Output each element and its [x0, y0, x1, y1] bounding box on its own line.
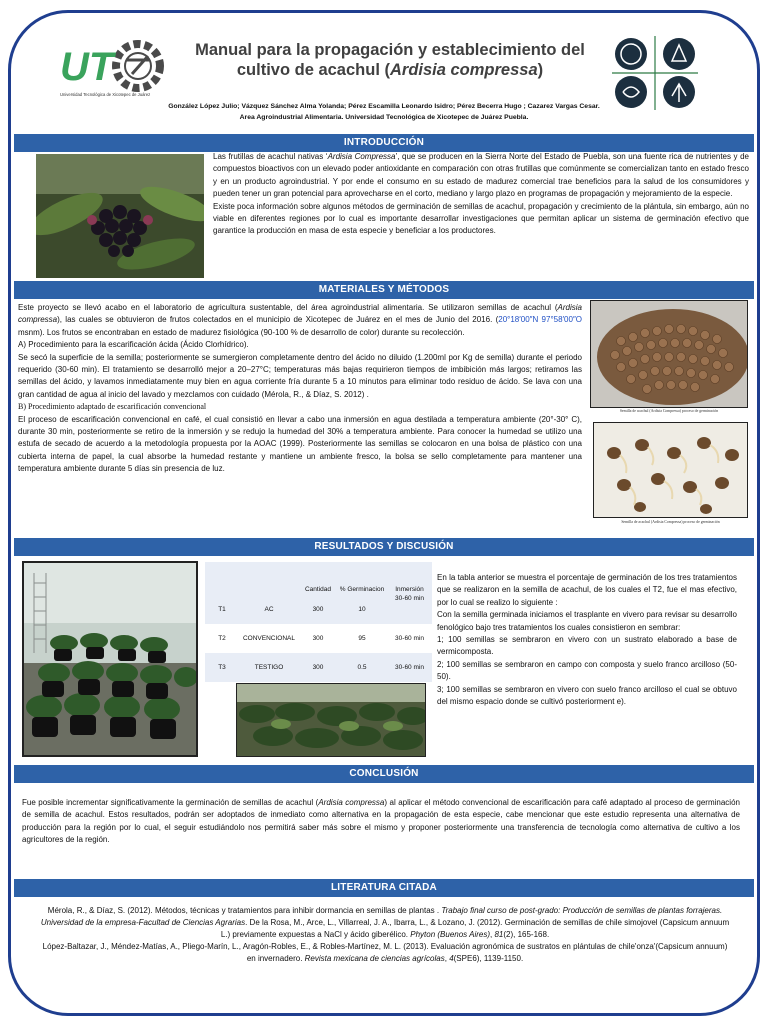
table-cell: 10: [358, 605, 366, 613]
intro-paragraph-1: Las frutillas de acachul nativas ‘Ardisia Compressa’, que se producen en la Sierra Norte del Estado de Puebla, son una fuente rica de nutrientes y de compuestos bioactivos con un elevado poder antioxidante en comparación con otras frutillas que comúnmente se comercializan tanto en estado fresco y en un producto agroindustrial. Y por ende el consumo en su estado de madurez comercial trae beneficios para la salud de los consumidores y pueden tener un gran potencial para aprovecharse en el corto, mediano y largo plazo en programas de propagación y mejoramiento de la especie.: [213, 152, 749, 199]
field-plants-photo: [236, 683, 426, 757]
logo-text: UT: [60, 45, 114, 89]
table-cell: 30-60 min: [395, 594, 424, 602]
references: [40, 905, 730, 965]
nursery-photo: [22, 561, 198, 757]
table-header-cell: [205, 562, 239, 595]
method-b-title: B) Procedimiento adaptado de escarificación convencional: [18, 402, 207, 412]
method-a-title: A) Procedimiento para la escarificación ácida (Ácido Clorhídrico).: [18, 340, 249, 350]
method-b-text: El proceso de escarificación convencional en café, el cual consistió en llevar a cabo una inmersión en agua destilada a temperatura ambiente (20°-30° C), durante 30 min, posteriormente se retiro de la inmersión y se redujo la humedad del 30% a temperatura ambiente. Para conocer la humedad se utilizo una estufa de secado de acuerdo a la metodología propuesta por la AOAC (1999). Posteriormente las semillas se colocaron en una bolsa de plástico con una cubierta interna de papel, la cual absorbe la humedad restante y mantiene un ambiente fresco, la bolsa se sello completamente para mantener una temperatura ambiente durante 5 días sin presencia de luz.: [18, 414, 582, 474]
table-cell: 95: [358, 634, 366, 642]
ut-logo-icon: [52, 36, 164, 108]
intro-paragraph-2: Existe poca información sobre algunos métodos de germinación de semillas de acachul, propagación y crecimiento de la plántula, sin embargo, aún no viable en diferentes regiones por lo cual es importante desarrollar investigaciones que permitan aplicar un sistema de germinación efectivo que garantice la producción en masa de esta especie y beneficiar a los productores.: [213, 201, 749, 236]
table-cell: 300: [312, 634, 324, 642]
table-header-cell: % Germinacion: [339, 585, 385, 593]
section-methods-header: MATERIALES Y MÉTODOS: [14, 281, 754, 299]
table-cell: T2: [218, 634, 226, 642]
table-cell: CONVENCIONAL: [242, 634, 295, 642]
methods-paragraph-1: Este proyecto se llevó acabo en el laboratorio de agricultura sustentable, del área agroindustrial alimentaria. Se utilizaron semillas de acachul (Ardisia compressa), las cuales se obtuvieron de frutos colectados en el municipio de Xicotepec de Juárez en el mes de Junio del 2016. (20°18′00″N 97°58′00″O msnm). Los frutos se encontraban en estado de madurez fisiológica (90-100 % de desarrollo de color) durante su recolección.: [18, 303, 582, 337]
germination-caption: Semilla de acachul (Ardisia Compressa) proceso de germinación: [621, 520, 720, 524]
table-cell: TESTIGO: [254, 663, 284, 671]
table-cell: 0.5: [357, 663, 367, 671]
section-literature-header: LITERATURA CITADA: [14, 879, 754, 897]
results-paragraph: Con la semilla germinada iniciamos el trasplante en vivero para revisar su desarrollo fenológico bajo tres tratamientos los cuales consistieron en sembrar:: [437, 610, 737, 632]
intro-text: [213, 151, 749, 238]
poster-title: [180, 40, 600, 80]
methods-text: [18, 302, 582, 476]
results-paragraph: 1; 100 semillas se sembraron en vivero con un sustrato elaborado a base de vermicomposta.: [437, 635, 737, 657]
table-cell: 30-60 min: [395, 634, 424, 642]
table-cell: T3: [218, 663, 226, 671]
method-a-text: Se secó la superficie de la semilla; posteriormente se sumergieron completamente dentro del ácido no diluido (1.200ml por Kg de semilla) durante el periodo requerido (30-60 min). El tratamiento se desarrolló mejor a 20–27°C; temperaturas más bajas requirieron tiempos de imbibición más largos; retiramos las semillas del ácido, y lavamos inmediatamente muy bien en agua corriente fría durante 5 a 10 minutos para eliminar todo residuo de ácido. Se lava con una gran cantidad de agua al inicio del lavado y mezclamos con cuidado (Mérola, R., & Díaz, S. 2012) .: [18, 352, 582, 399]
table-cell: AC: [264, 605, 274, 613]
table-row: [205, 653, 432, 682]
results-paragraph: 2; 100 semillas se sembraron en campo con composta y suelo franco arcilloso (50-50).: [437, 659, 737, 682]
table-cell: 300: [312, 663, 324, 671]
conclusion-text: [22, 797, 740, 847]
title-line-2: cultivo de acachul (Ardisia compressa): [236, 61, 544, 79]
reference-item: Mérola, R., & Díaz, S. (2012). Métodos, técnicas y tratamientos para inhibir dormancia en semillas de plantas . Trabajo final curso de post-grado: Producción de semillas de plantas forrajeras. Universidad de la empresa-Facultad de Ciencias Agrarias. De la Rosa, M., Arce, L., Villarreal, J. A., Ibarra, L., & Lozano, J. (2012). Germinación de semillas de chile simojovel (Capsicum annuum L.) previamente expuestas a NaCl y ácido giberélico. Phyton (Buenos Aires), 81(2), 165-168.: [40, 906, 730, 939]
author-list: González López Julio; Vázquez Sánchez Alma Yolanda; Pérez Escamilla Leonardo Isidro; Pérez Becerra Hugo ; Cazarez Vargas Cesar.: [168, 103, 600, 110]
seeds-photo: [590, 300, 748, 408]
table-cell: 300: [312, 605, 324, 613]
results-text: [437, 572, 737, 708]
table-header-cell: Inmersión: [395, 585, 424, 593]
acachul-fruit-photo: [36, 154, 204, 278]
coordinates-text: 20°18′00″N 97°58′00″O: [498, 315, 582, 325]
seeds-caption: Semilla de acachul (Ardisia Compressa) proceso de germinación: [619, 409, 719, 413]
germination-table: [205, 562, 432, 682]
section-intro-header: INTRODUCCIÓN: [14, 134, 754, 152]
table-cell: T1: [218, 605, 226, 613]
table-header-row: [205, 562, 432, 595]
table-cell: 30-60 min: [395, 663, 424, 671]
authors-block: [60, 101, 708, 123]
affiliation: Area Agroindustrial Alimentaria. Universidad Tecnológica de Xicotepec de Juárez Puebla.: [239, 114, 529, 121]
title-line-1: Manual para la propagación y establecimiento del: [195, 41, 585, 59]
table-header-cell: Cantidad: [304, 585, 332, 593]
table-header-cell: [239, 562, 299, 595]
reference-item: López-Baltazar, J., Méndez-Matías, A., Pliego-Marín, L., Aragón-Robles, E., & Robles-Martínez, M. L. (2013). Evaluación agronómica de sustratos en plántulas de chile'onza'(Capsicum annuum) en invernadero. Revista mexicana de ciencias agrícolas, 4(SPE6), 1139-1150.: [42, 942, 728, 963]
germinating-seeds-photo: [593, 422, 748, 518]
logo-subtext: Universidad Tecnológica de Xicotepec de Juárez: [60, 92, 151, 97]
section-results-header: RESULTADOS Y DISCUSIÓN: [14, 538, 754, 556]
conclusion-paragraph: Fue posible incrementar significativamente la germinación de semillas de acachul (Ardisia compressa) al aplicar el método convencional de escarificación para café adaptado al proceso de germinación de semilla de acachul. Estos resultados, podrán ser adoptados de inmediato como alternativa en la propagación de esta especie, cabe mencionar que este estudio representa una alternativa de producción para la región por lo cual, el seguir estudiándolo nos permitirá saber más sobre el mismo y proponer posteriormente una transferencia de tecnología como alternativa de cultivo a los agricultores de la región.: [22, 798, 740, 845]
results-paragraph: 3; 100 semillas se sembraron en vivero con suelo franco arcilloso el cual se obtuvo del mismo espacio donde se cultivó posteriorment e).: [437, 684, 737, 707]
table-row: [205, 624, 432, 653]
results-paragraph: En la tabla anterior se muestra el porcentaje de germinación de los tres tratamientos que se realizaron en la semilla de acachul, de los cuales el T2, fue el mas efectivo, por lo cual se realizo lo siguiente :: [437, 573, 737, 607]
table-row: [205, 595, 432, 624]
section-conclusion-header: CONCLUSIÓN: [14, 765, 754, 783]
